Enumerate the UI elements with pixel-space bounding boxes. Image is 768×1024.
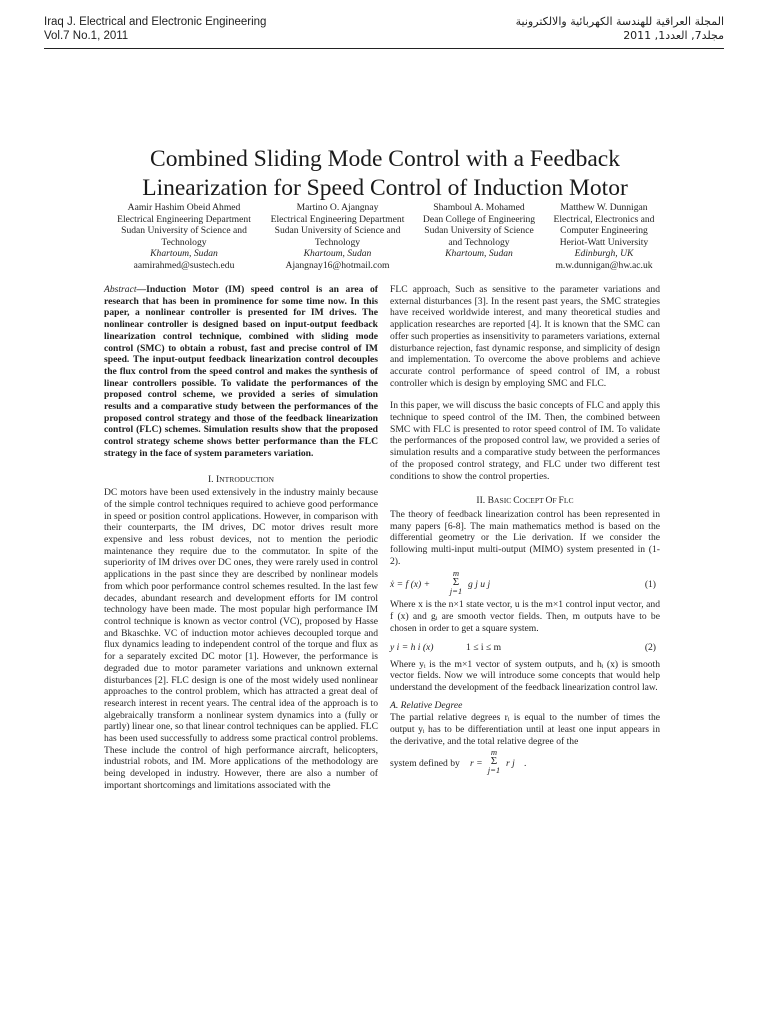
title-line-1: Combined Sliding Mode Control with a Feedback [150,146,620,172]
author-location: Khartoum, Sudan [150,248,218,260]
paragraph: The theory of feedback linearization control has been represented in many papers [6-8]. The main mathematics method is based on the differential geometry or the Lie derivation. If we consider the following multi-input multi-output (MIMO) system presented in (1-2). [390,508,660,567]
author-org: and Technology [448,236,510,248]
author-name: Matthew W. Dunnigan [560,202,648,213]
paragraph: Where yᵢ is the m×1 vector of system outputs, and hᵢ (x) is smooth vector fields. Now we will introduce some concepts that would help understand the development of the feedback linearization control law. [390,658,660,693]
abstract [104,284,378,460]
section-heading-introduction: I. INTRODUCTION [207,473,275,485]
abstract-body: —Induction Motor (IM) speed control is an area of research that has been in prominence for some time now. In this paper, a nonlinear controller is presented for IM drives. The nonlinear controller is designed based on input-output feedback linearization control technique, combined with sliding mode control (SMC) to obtain a robust, fast and precise control of IM speed. The input-output feedback linearization control decouples the flux control from the speed control and makes the synthesis of linear controllers possible. To validate the performances of the proposed control scheme, we provided a series of simulation results and a comparative study between the performances of the proposed control strategy and those of the feedback linearization control (FLC) schemes. Simulation results show that the proposed control strategy scheme shows better performance than the FLC strategy in the face of system parameters variation. [104,284,378,459]
right-column [390,284,660,778]
paragraph: The partial relative degrees rᵢ is equal to the number of times the output yᵢ has to be differentiation until at least one input appears in the derivative, and the total relative degree of the [390,712,660,747]
journal-name: Iraq J. Electrical and Electronic Engineering [44,16,267,28]
left-column [104,284,378,792]
equation-1: ẋ = f (x) + m Σ j=1 g j u j (1) [390,568,656,597]
author-location: Edinburgh, UK [574,248,634,260]
author-dept: Electrical Engineering Department [117,213,251,225]
author-email: m.w.dunnigan@hw.ac.uk [555,259,653,271]
author-block-3 [414,202,544,260]
author-name: Aamir Hashim Obeid Ahmed [127,202,241,213]
author-org: Technology [161,236,207,248]
author-block-2 [260,202,415,272]
author-name: Shamboul A. Mohamed [433,202,525,213]
paragraph: Where x is the n×1 state vector, u is the m×1 control input vector, and f (x) and gᵢ are smooth vector fields. Then, m outputs have to be chosen in order to get a square system. [390,599,660,634]
section-heading-basic-concept: II. BASIC COCEPT OF FLC [476,495,574,507]
journal-volume-arabic: مجلد7, العدد1, 2011 [623,29,724,42]
relative-degree-definition: system defined by r = m Σ j=1 r j . [390,746,527,775]
author-org: Computer Engineering [560,225,648,237]
author-dept: Dean College of Engineering [422,213,536,225]
author-block-4 [540,202,668,272]
author-location: Khartoum, Sudan [303,248,372,260]
paper-title [40,145,730,203]
author-name: Martino O. Ajangnay [296,202,379,213]
author-org: Sudan University of Science and [121,225,247,237]
journal-volume: Vol.7 No.1, 2011 [44,30,129,42]
author-email: aamirahmed@sustech.edu [133,259,235,271]
author-email: Ajangnay16@hotmail.com [285,259,390,271]
title-line-2: Linearization for Speed Control of Induction Motor [142,175,628,201]
header-rule [44,48,724,49]
introduction-text: DC motors have been used extensively in the industry mainly because of the simple control techniques required to achieve good performance in speed or position control applications. However, in comparison with their counterparts, the IM drives, DC motor drives result more expensive and less robust devices, not to mention the periodic maintenance they require due to the commutator. In spite of the superiority of IM drives over DC ones, they were rarely used in control applications in the past since they are described by nonlinear models from which poor performance control schemes resulted. In the last few decades, abundant research and development efforts for IM control technology have been made. The most popular high performance IM control technique is known as vector control (VC), proposed by Hasse and Bkaschke. VC of induction motor achieves decoupled torque and flux dynamics leading to independent control of the torque and flux as for a separately excited DC motor [1]. However, the performance is degraded due to motor parameter variations and unknown external disturbances [2]. FLC design is one of the most widely used nonlinear approaches to the control problem, which has attracted a great deal of research interest in recent years. The central idea of the approach is to algebraically transform a nonlinear system dynamics into a (fully or partly) linear one, so that linear control techniques can be applied. FLC has been used successfully to address some practical control problems. These include the control of high performance aircraft, helicopters, industrial robots, and IM. More applications of the methodology are being developed in industry. However, there are also a number of important shortcomings and limitations associated with the [104,487,378,791]
author-dept: Electrical Engineering Department [270,213,405,225]
equation-number: (2) [644,641,656,653]
author-location: Khartoum, Sudan [445,248,513,260]
paragraph: In this paper, we will discuss the basic concepts of FLC and apply this technique to speed control of the IM. Then, the combined between SMC with FLC is presented to rotor speed control of IM. To validate the performances of the proposed control law, we provided a series of simulation results and a comparative study between the performances of the proposed control strategy, and FLC under two different test conditions to show the control properties. [390,400,660,482]
paragraph: FLC approach, Such as sensitive to the parameter variations and external disturbances [3]. In the resent past years, the SMC strategies have received worldwide interest, and many theoretical studies and application researches are reported [4]. It is known that the SMC can offer such properties as insensitivity to parameters variations, external disturbance rejection, fast dynamic response, and simplicity of design and implementation. To overcome the above problems and achieve accurate control performance of speed control of IM, a robust controller which is design by employing SMC and FLC. [390,284,660,389]
equation-number: (1) [644,579,656,591]
author-org: Technology [314,236,361,248]
journal-name-arabic: المجلة العراقية للهندسة الكهربائية والالكترونية [515,15,724,28]
author-dept: Electrical, Electronics and [553,213,655,225]
author-org: Sudan University of Science and [274,225,401,237]
abstract-label: Abstract [104,284,137,295]
author-org: Heriot-Watt University [559,236,649,248]
author-block-1 [104,202,264,272]
author-org: Sudan University of Science [424,225,534,237]
subsection-heading-relative-degree: A. Relative Degree [390,699,463,711]
equation-2: y i = h i (x) 1 ≤ i ≤ m (2) [390,641,656,653]
